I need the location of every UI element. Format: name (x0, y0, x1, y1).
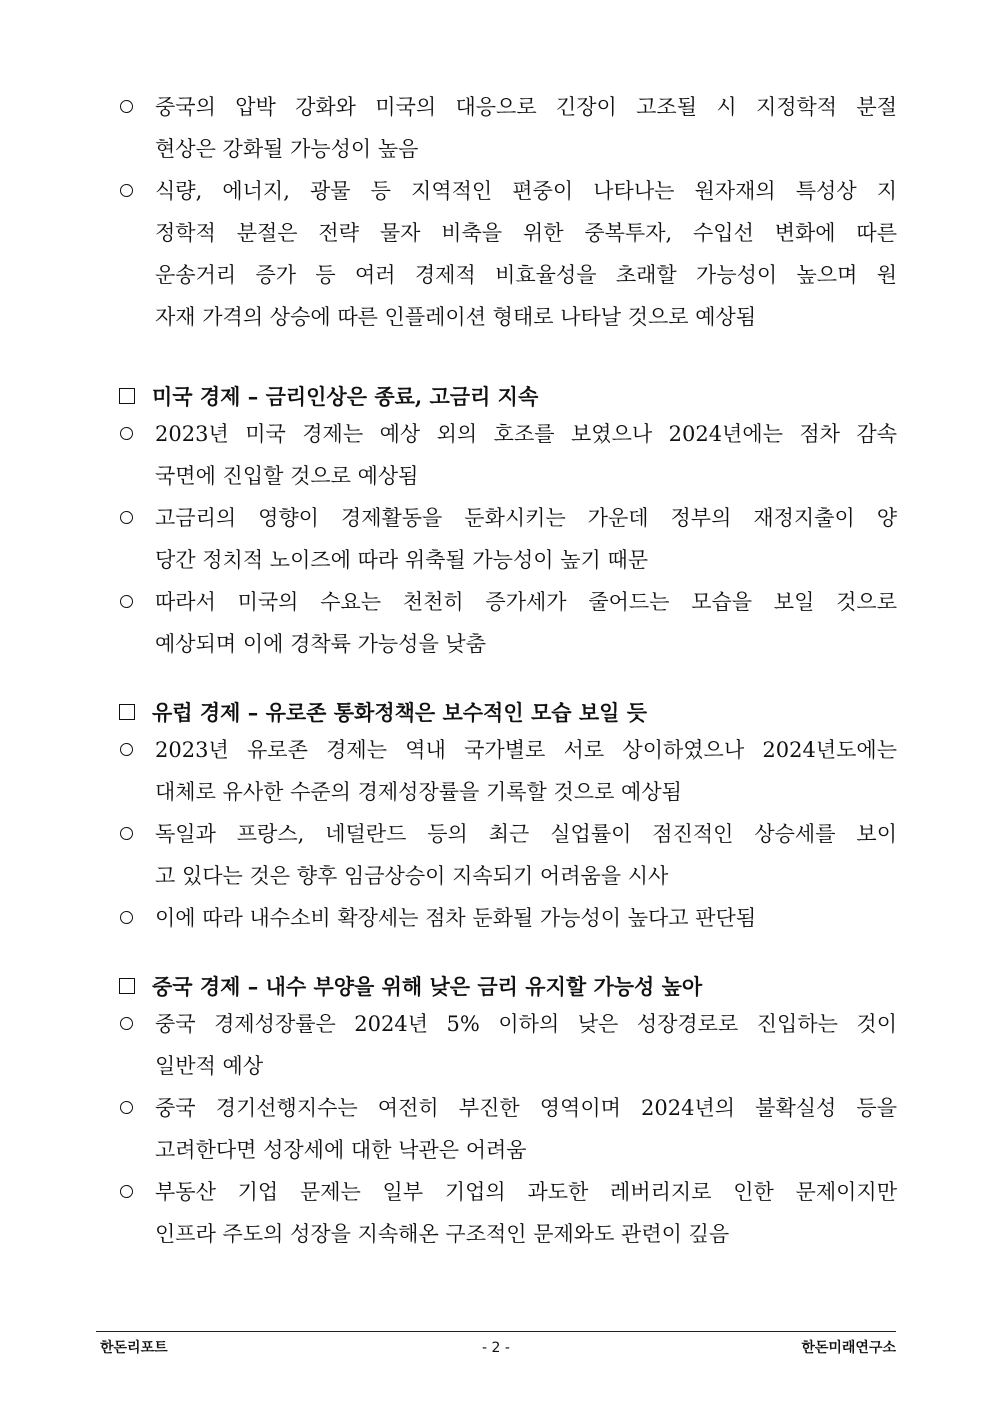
section-square-icon (118, 382, 140, 412)
section-heading-us: 미국 경제 – 금리인상은 종료, 고금리 지속 (152, 384, 539, 409)
bullet-text-line: 2023년 유로존 경제는 역내 국가별로 서로 상이하였으나 2024년도에는 (155, 738, 897, 762)
bullet-text-line: 고 있다는 것은 향후 임금상승이 지속되기 어려움을 시사 (155, 864, 669, 888)
section-square-icon (118, 972, 140, 1002)
bullet-text-line: 중국의 압박 강화와 미국의 대응으로 긴장이 고조될 시 지정학적 분절 (155, 95, 897, 119)
footer-page-number: - 2 - (482, 1340, 510, 1356)
footer-institute-name: 한돈미래연구소 (801, 1340, 896, 1356)
bullet-circle-icon (118, 1009, 140, 1039)
bullet-circle-icon (118, 92, 140, 122)
bullet-text-line: 정학적 분절은 전략 물자 비축을 위한 중복투자, 수입선 변화에 따른 (155, 221, 897, 245)
bullet-text-line: 중국 경제성장률은 2024년 5% 이하의 낮은 성장경로로 진입하는 것이 (155, 1012, 897, 1036)
bullet-text-line: 고금리의 영향이 경제활동을 둔화시키는 가운데 정부의 재정지출이 양 (155, 506, 897, 530)
bullet-circle-icon (118, 176, 140, 206)
bullet-text-line: 예상되며 이에 경착륙 가능성을 낮춤 (155, 632, 486, 656)
bullet-text-line: 현상은 강화될 가능성이 높음 (155, 137, 419, 161)
bullet-text-line: 고려한다면 성장세에 대한 낙관은 어려움 (155, 1138, 527, 1162)
bullet-text-line: 자재 가격의 상승에 따른 인플레이션 형태로 나타날 것으로 예상됨 (155, 305, 757, 329)
bullet-text-line: 중국 경기선행지수는 여전히 부진한 영역이며 2024년의 불확실성 등을 (155, 1096, 897, 1120)
footer-report-name: 한돈리포트 (100, 1340, 168, 1356)
bullet-circle-icon (118, 735, 140, 765)
bullet-circle-icon (118, 419, 140, 449)
bullet-text-line: 당간 정치적 노이즈에 따라 위축될 가능성이 높기 때문 (155, 548, 649, 572)
bullet-text-line: 2023년 미국 경제는 예상 외의 호조를 보였으나 2024년에는 점차 감속 (155, 422, 897, 446)
section-heading-china: 중국 경제 – 내수 부양을 위해 낮은 금리 유지할 가능성 높아 (152, 974, 703, 999)
bullet-text-line: 대체로 유사한 수준의 경제성장률을 기록할 것으로 예상됨 (155, 780, 682, 804)
bullet-text-line: 운송거리 증가 등 여러 경제적 비효율성을 초래할 가능성이 높으며 원 (155, 263, 897, 287)
bullet-text-line: 독일과 프랑스, 네덜란드 등의 최근 실업률이 점진적인 상승세를 보이 (155, 822, 897, 846)
footer-divider (96, 1331, 896, 1332)
bullet-text-line: 국면에 진입할 것으로 예상됨 (155, 464, 419, 488)
section-heading-europe: 유럽 경제 – 유로존 통화정책은 보수적인 모습 보일 듯 (152, 700, 647, 725)
bullet-text-line: 따라서 미국의 수요는 천천히 증가세가 줄어드는 모습을 보일 것으로 (155, 590, 897, 614)
bullet-circle-icon (118, 1177, 140, 1207)
bullet-text-line: 일반적 예상 (155, 1054, 264, 1078)
bullet-circle-icon (118, 819, 140, 849)
bullet-text-line: 식량, 에너지, 광물 등 지역적인 편중이 나타나는 원자재의 특성상 지 (155, 179, 897, 203)
bullet-circle-icon (118, 503, 140, 533)
bullet-text-line: 이에 따라 내수소비 확장세는 점차 둔화될 가능성이 높다고 판단됨 (155, 906, 757, 930)
bullet-text-line: 인프라 주도의 성장을 지속해온 구조적인 문제와도 관련이 깊음 (155, 1222, 730, 1246)
bullet-circle-icon (118, 1093, 140, 1123)
bullet-text-line: 부동산 기업 문제는 일부 기업의 과도한 레버리지로 인한 문제이지만 (155, 1180, 897, 1204)
bullet-circle-icon (118, 903, 140, 933)
bullet-circle-icon (118, 587, 140, 617)
section-square-icon (118, 698, 140, 728)
